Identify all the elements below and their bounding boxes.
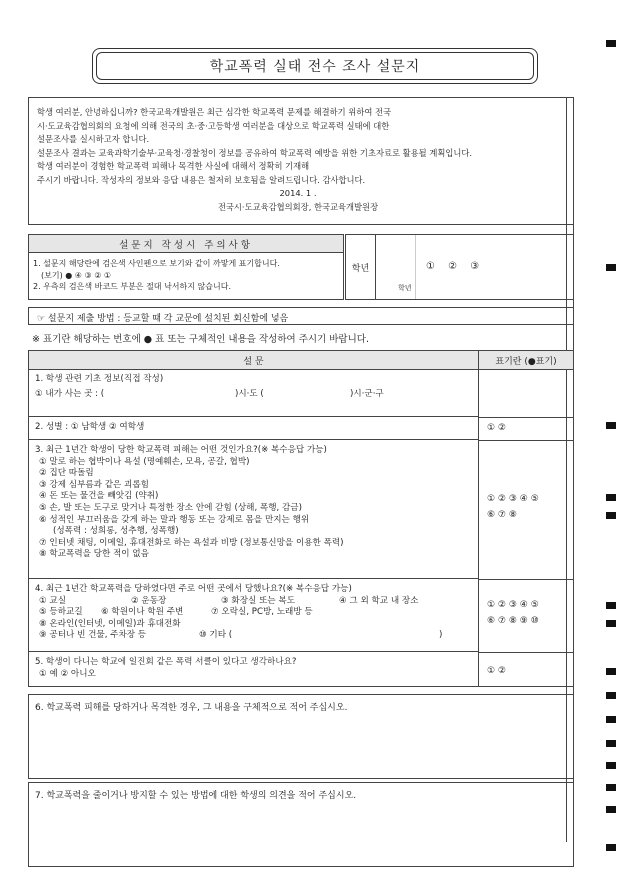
question-5-marks[interactable]: ① ② — [487, 666, 506, 676]
question-6-text: 6. 학교폭력 피해를 당하거나 목격한 경우, 그 내용을 구체적으로 적어 주십시오. — [35, 703, 348, 713]
question-4-option: ① 교실 — [39, 595, 67, 606]
question-3-option: ⑦ 인터넷 채팅, 이메일, 휴대전화로 하는 욕설과 비방 (정보통신망을 이용한 폭력) — [39, 537, 344, 548]
question-1 — [29, 370, 478, 417]
question-header: 설 문 — [29, 351, 478, 370]
question-5-options: ① 예 ② 아니오 — [39, 668, 96, 679]
question-4-marks-row[interactable]: ① ② ③ ④ ⑤ — [487, 600, 539, 610]
question-4-option-close: ) — [439, 630, 443, 641]
intro-line: 학생 여러분, 안녕하십니까? 한국교육개발원은 최근 심각한 학교폭력 문제를 해결하기 위하여 전국 — [37, 107, 392, 117]
sigungu-label: )시·군·구 — [350, 388, 384, 399]
grade-options[interactable]: ① ② ③ — [426, 261, 480, 272]
timing-mark — [606, 494, 616, 501]
question-3-marks-row[interactable]: ⑥ ⑦ ⑧ — [487, 510, 517, 520]
title-box — [92, 48, 538, 84]
grade-unit: 학년 — [398, 284, 412, 292]
question-2 — [29, 418, 478, 440]
question-4-option: ⑩ 기타 ( — [199, 630, 233, 641]
notice-box — [28, 234, 344, 300]
address-label: ① 내가 사는 곳 : ( — [35, 388, 105, 399]
timing-mark — [606, 762, 616, 769]
intro-line: 시·도교육감협의회의 요청에 의해 전국의 초·중·고등학생 여러분을 대상으로 학교폭력 실태에 대한 — [37, 120, 390, 131]
timing-mark — [606, 716, 616, 723]
grade-label: 학년 — [346, 235, 376, 299]
mark-header: 표기란 (●표기) — [479, 351, 573, 370]
intro-line: 설문조사를 실시하고자 합니다. — [37, 134, 150, 144]
page-title: 학교폭력 실태 전수 조사 설문지 — [96, 52, 534, 80]
intro-date: 2014. 1 . — [279, 188, 317, 198]
question-7-box[interactable] — [28, 782, 574, 867]
survey-table — [28, 350, 574, 687]
question-4-option: ④ 그 외 학교 내 장소 — [339, 595, 419, 606]
intro-text — [37, 106, 559, 214]
question-3-option: ⑤ 손, 발 또는 도구로 맞거나 특정한 장소 안에 갇힘 (상해, 폭행, 감금) — [39, 502, 302, 513]
question-4 — [29, 580, 478, 652]
question-4-option: ⑨ 공터나 빈 건물, 주차장 등 — [39, 630, 147, 641]
notice-heading: 설문지 작성시 주의사항 — [29, 235, 343, 253]
question-4-marks[interactable] — [487, 599, 539, 627]
question-4-marks-row[interactable]: ⑥ ⑦ ⑧ ⑨ ⑩ — [487, 616, 539, 626]
question-4-option: ③ 화장실 또는 복도 — [221, 595, 296, 606]
question-7-text: 7. 학교폭력을 줄이거나 방지할 수 있는 방법에 대한 학생의 의견을 적어 주십시오. — [35, 791, 357, 801]
question-3-option-note: (성폭력 : 성희롱, 성추행, 성폭행) — [53, 526, 179, 537]
question-5-text: 5. 학생이 다니는 학교에 일진회 같은 폭력 서클이 있다고 생각하나요? — [35, 657, 297, 667]
question-3-option: ⑧ 학교폭력을 당한 적이 없음 — [39, 549, 149, 560]
column-divider — [478, 351, 479, 686]
submit-method: ☞ 설문지 제출 방법 : 등교할 때 각 교문에 설치된 회신함에 넣음 — [28, 307, 574, 325]
notice-example: (보기) ● ④ ③ ② ① — [41, 270, 112, 280]
timing-mark — [606, 692, 616, 699]
question-5 — [29, 653, 478, 687]
notice-line: 1. 설문지 해당란에 검은색 사인펜으로 보기와 같이 까맣게 표기합니다. — [33, 259, 280, 268]
row-divider — [479, 417, 573, 418]
question-3-marks-row[interactable]: ① ② ③ ④ ⑤ — [487, 494, 539, 504]
question-3-marks[interactable] — [487, 493, 539, 521]
question-3-option: ③ 강제 심부름과 같은 괴롭힘 — [39, 479, 149, 490]
question-3-option: ④ 돈 또는 물건을 빼앗김 (약취) — [39, 491, 159, 502]
marking-guide: ※ 표기란 해당하는 번호에 ● 표 또는 구체적인 내용을 작성하여 주시기 바랍니다. — [32, 334, 369, 345]
timing-mark — [606, 668, 616, 675]
question-1-text: 1. 학생 관련 기초 정보(직접 작성) — [35, 374, 164, 384]
question-3-text: 3. 최근 1년간 학생이 당한 학교폭력 피해는 어떤 것인가요?(※ 복수응답 가능) — [35, 445, 327, 455]
question-3-option: ① 말로 하는 협박이나 욕설 (명예훼손, 모욕, 공갈, 협박) — [39, 456, 250, 467]
notice-line: 2. 우측의 검은색 바코드 부분은 절대 낙서하지 않습니다. — [33, 282, 231, 291]
timing-mark — [606, 40, 616, 47]
question-3-option: ⑥ 성적인 부끄러움을 갖게 하는 말과 행동 또는 강제로 몸을 만지는 행위 — [39, 514, 310, 525]
timing-mark — [606, 264, 616, 271]
row-divider — [479, 579, 573, 580]
intro-signer: 전국시·도교육감협의회장, 한국교육개발원장 — [217, 201, 379, 212]
row-divider — [479, 652, 573, 653]
row-divider — [479, 440, 573, 441]
question-4-option: ⑦ 오락실, PC방, 노래방 등 — [211, 607, 313, 618]
intro-line: 학생 여러분이 경험한 학교폭력 피해나 목격한 사실에 대해서 정확히 기재해 — [37, 161, 310, 171]
question-4-option: ⑧ 온라인(인터넷, 이메일)과 휴대전화 — [39, 618, 181, 629]
grade-box — [345, 234, 574, 300]
sido-label: )시·도 ( — [235, 388, 264, 399]
question-3 — [29, 441, 478, 579]
question-2-text: 2. 성별 : ① 남학생 ② 여학생 — [35, 422, 145, 432]
timing-mark — [606, 844, 616, 851]
timing-mark — [606, 620, 616, 627]
question-2-marks[interactable]: ① ② — [487, 423, 506, 433]
timing-mark — [606, 602, 616, 609]
timing-mark — [606, 512, 616, 519]
timing-mark — [606, 740, 616, 747]
intro-box — [28, 97, 574, 225]
timing-mark — [606, 806, 616, 813]
question-3-option: ② 집단 따돌림 — [39, 468, 94, 479]
question-4-option: ⑤ 등하교길 — [39, 607, 83, 618]
timing-mark — [606, 784, 616, 791]
question-4-option: ⑥ 학원이나 학원 주변 — [101, 607, 184, 618]
intro-line: 설문조사 결과는 교육과학기술부·교육청·경찰청이 정보를 공유하여 학교폭력 예방을 위한 기초자료로 활용될 계획입니다. — [37, 147, 473, 158]
timing-mark — [606, 422, 616, 429]
question-6-box[interactable] — [28, 694, 574, 779]
intro-line: 주시기 바랍니다. 작성자의 정보와 응답 내용은 철저히 보호됨을 알려드립니다. 감사합니다. — [37, 174, 366, 185]
question-4-text: 4. 최근 1년간 학교폭력을 당하였다면 주로 어떤 곳에서 당했나요?(※ 복수응답 가능) — [35, 584, 352, 594]
question-4-option: ② 운동장 — [131, 595, 167, 606]
